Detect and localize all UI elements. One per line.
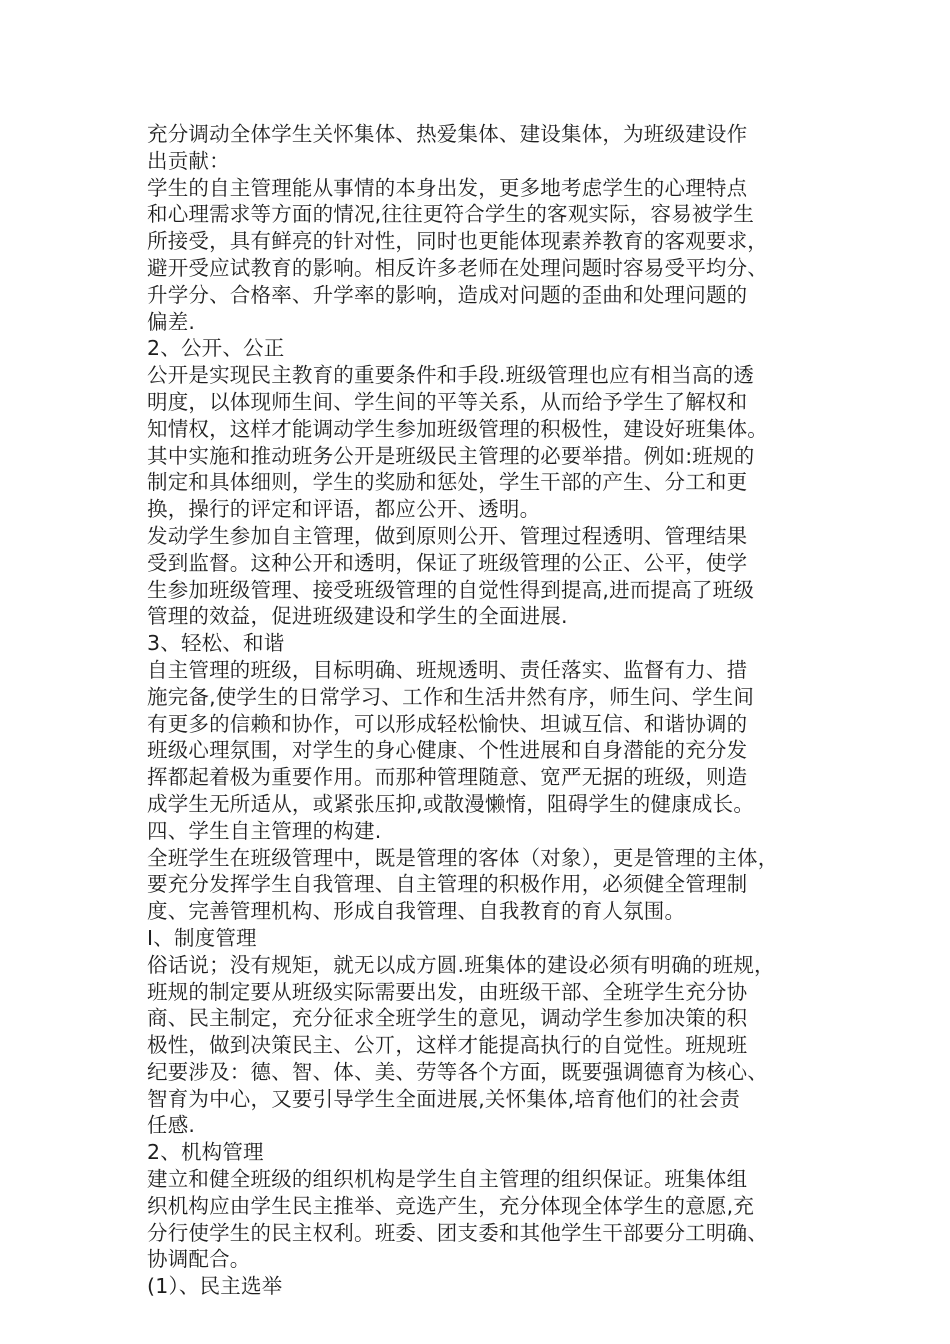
text-line: 明度，以体现师生间、学生间的平等关系，从而给予学生了解权和 — [147, 389, 748, 414]
text-line: 班级心理氛围，对学生的身心健康、个性进展和自身潜能的充分发 — [147, 738, 748, 763]
text-line: 和心理需求等方面的情况,往往更符合学生的客观实际，容易被学生 — [147, 202, 755, 227]
text-line: 建立和健全班级的组织机构是学生自主管理的组织保证。班集体组 — [147, 1167, 748, 1192]
text-line: 自主管理的班级，目标明确、班规透明、责任落实、监督有力、措 — [147, 657, 748, 682]
text-line: 2、公开、公正 — [147, 336, 285, 361]
text-line: 协调配合。 — [147, 1247, 251, 1272]
text-line: 避开受应试教育的影响。相反许多老师在处理问题时容易受平均分、 — [147, 255, 768, 280]
text-line: 俗话说；没有规矩，就无以成方圆.班集体的建设必须有明确的班规， — [147, 952, 775, 977]
text-line: 出贡献： — [147, 148, 230, 173]
text-line: 成学生无所适从，或紧张压抑,或散漫懒惰，阻碍学生的健康成长。 — [147, 791, 755, 816]
text-line: 学生的自主管理能从事情的本身出发，更多地考虑学生的心理特点 — [147, 175, 748, 200]
text-line: 偏差. — [147, 309, 196, 334]
text-line: 商、民主制定，充分征求全班学生的意见，调动学生参加决策的积 — [147, 1006, 748, 1031]
text-line: 2、机构管理 — [147, 1140, 264, 1165]
text-line: 挥都起着极为重要作用。而那种管理随意、宽严无据的班级，则造 — [147, 765, 748, 790]
text-line: 织机构应由学生民主推举、竞选产生，充分体现全体学生的意愿,充 — [147, 1193, 755, 1218]
text-line: 施完备,使学生的日常学习、工作和生活井然有序，师生问、学生间 — [147, 684, 755, 709]
text-line: 智育为中心，又要引导学生全面进展,关怀集体,培育他们的社会责 — [147, 1086, 741, 1111]
text-line: 分行使学生的民主权利。班委、团支委和其他学生干部要分工明确、 — [147, 1220, 768, 1245]
text-line: 其中实施和推动班务公开是班级民主管理的必要举措。例如:班规的 — [147, 443, 755, 468]
text-line: 极性，做到决策民主、公丌，这样才能提高执行的自觉性。班规班 — [147, 1033, 748, 1058]
text-line: 充分调动全体学生关怀集体、热爱集体、建设集体，为班级建设作 — [147, 122, 748, 146]
text-line: 公开是实现民主教育的重要条件和手段.班级管理也应有相当高的透 — [147, 363, 755, 388]
text-line: 所接受，具有鲜亮的针对性，同时也更能体现素养教育的客观要求， — [147, 229, 768, 254]
text-line: 纪要涉及：德、智、体、美、劳等各个方面，既要强调德育为核心、 — [147, 1059, 768, 1084]
text-line: 升学分、合格率、升学率的影响，造成对问题的歪曲和处理问题的 — [147, 282, 748, 307]
text-line: 生参加班级管理、接受班级管理的自觉性得到提高,进而提高了班级 — [147, 577, 755, 602]
text-line: 3、轻松、和谐 — [147, 631, 285, 656]
text-line: 要充分发挥学生自我管理、自主管理的积极作用，必须健全管理制 — [147, 872, 748, 897]
text-line: 全班学生在班级管理中，既是管理的客体（对象），更是管理的主体， — [147, 845, 779, 870]
text-line: I、制度管理 — [147, 925, 257, 950]
text-line: 发动学生参加自主管理，做到原则公开、管理过程透明、管理结果 — [147, 523, 748, 548]
text-line: 四、学生自主管理的构建. — [147, 818, 382, 843]
text-line: 管理的效益，促进班级建设和学生的全面进展. — [147, 604, 568, 629]
text-line: 知情权，这样才能调动学生参加班级管理的积极性，建设好班集体。 — [147, 416, 768, 441]
text-line: 制定和具体细则，学生的奖励和惩处，学生干部的产生、分工和更 — [147, 470, 748, 495]
text-line: (1）、民主选举 — [147, 1274, 283, 1299]
document-body — [147, 121, 813, 1300]
text-line: 有更多的信赖和协作，可以形成轻松愉快、坦诚互信、和谐协调的 — [147, 711, 748, 736]
text-line: 换，操行的评定和评语，都应公开、透明。 — [147, 497, 541, 522]
text-line: 班规的制定要从班级实际需要出发，由班级干部、全班学生充分协 — [147, 979, 748, 1004]
text-line: 受到监督。这种公开和透明，保证了班级管理的公正、公平，使学 — [147, 550, 748, 575]
text-line: 度、完善管理机构、形成自我管理、自我教育的育人氛围。 — [147, 899, 686, 924]
text-line: 任感. — [147, 1113, 196, 1138]
